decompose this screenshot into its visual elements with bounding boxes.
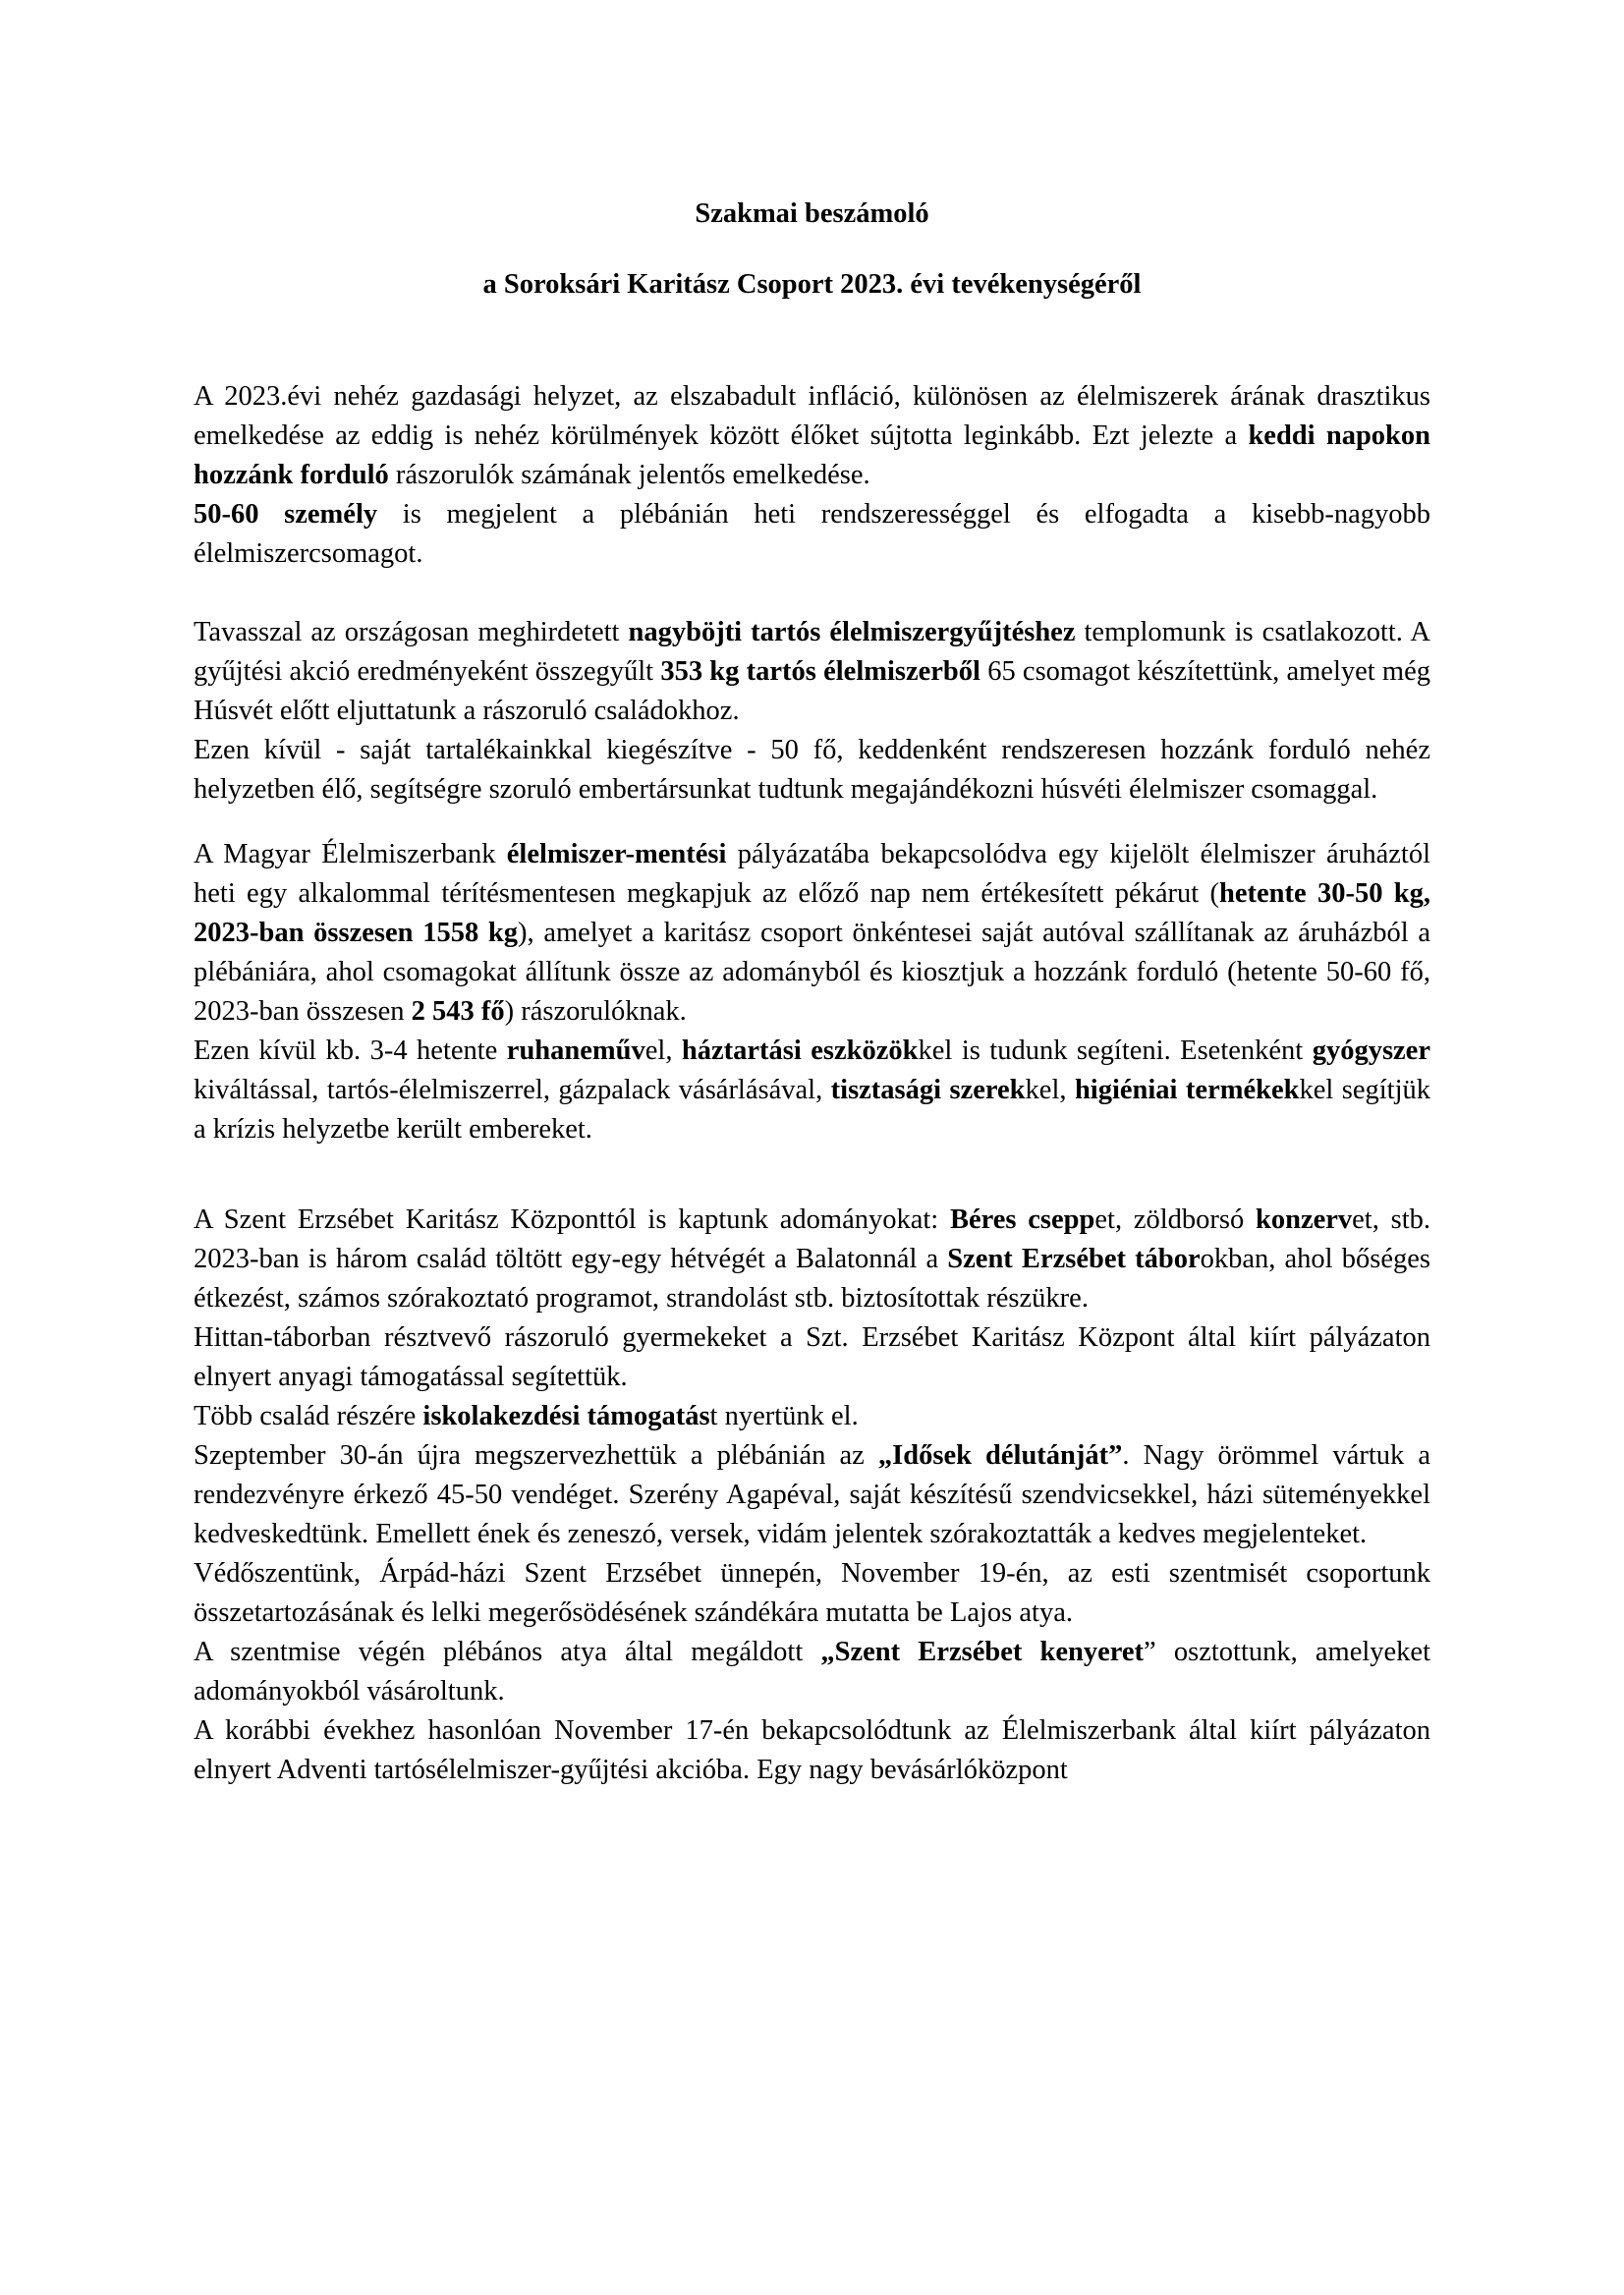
emphasis-text: higiéniai termékek — [1074, 1075, 1300, 1105]
paragraph-13 — [194, 1711, 1430, 1790]
paragraph-12 — [194, 1633, 1430, 1711]
document-title: Szakmai beszámoló — [695, 198, 929, 229]
body-text: A Szent Erzsébet Karitász Központtól is kaptunk adományokat: — [194, 1204, 950, 1235]
emphasis-text: ruhaneműv — [506, 1036, 645, 1066]
body-text: Szeptember 30-án újra megszervezhettük a plébánián az — [194, 1440, 878, 1471]
emphasis-text: Szent Erzsébet tábor — [947, 1244, 1201, 1274]
document-body — [194, 377, 1430, 1790]
emphasis-text: „Idősek délutánját” — [877, 1440, 1123, 1471]
body-text: Hittan-táborban résztvevő rászoruló gyermekeket a Szt. Erzsébet Karitász Központ által kiírt pályázaton elnyert anyagi támogatással segítettük. — [194, 1322, 1430, 1392]
paragraph-10 — [194, 1436, 1430, 1554]
paragraph-5 — [194, 835, 1430, 1032]
body-text: ), amelyet a karitász csoport önkéntesei saját autóval szállítanak az áruházból a plébániára, ahol csomagokat állítunk össze az adományból és kiosztjuk a hozzánk forduló (hetente 50-60 fő, 2023-ban összesen — [194, 918, 1430, 1027]
body-text: kel segítjük a krízis helyzetbe került embereket. — [194, 1075, 1430, 1145]
emphasis-text: hetente 30-50 kg, 2023-ban összesen 1558 kg — [194, 878, 1430, 948]
paragraph-3 — [194, 613, 1430, 731]
body-text: rászorulók számának jelentős emelkedése. — [388, 460, 870, 490]
emphasis-text: 353 kg tartós élelmiszerből — [660, 656, 980, 687]
body-text: kel, — [1025, 1075, 1075, 1105]
body-text: 65 csomagot készítettünk, amelyet még Húsvét előtt eljuttatunk a rászoruló családokhoz. — [194, 656, 1430, 726]
paragraph-1 — [194, 377, 1430, 495]
body-text: t nyertünk el. — [709, 1401, 859, 1431]
body-text: et, zöldborsó — [1094, 1204, 1256, 1235]
paragraph-8 — [194, 1318, 1430, 1397]
emphasis-text: tisztasági szerek — [830, 1075, 1026, 1105]
body-text: templomunk is csatlakozott. A gyűjtési akció eredményeként összegyűlt — [194, 617, 1430, 687]
emphasis-text: nagyböjti tartós élelmiszergyűjtéshez — [628, 617, 1076, 647]
body-text: Ezen kívül kb. 3-4 hetente — [194, 1036, 507, 1066]
paragraph-4 — [194, 731, 1430, 810]
emphasis-text: élelmiszer-mentési — [506, 839, 727, 869]
emphasis-text: Béres csepp — [949, 1204, 1095, 1235]
document-subtitle: a Soroksári Karitász Csoport 2023. évi tevékenységéről — [482, 269, 1142, 300]
body-text: okban, ahol bőséges étkezést, számos szórakoztató programot, strandolást stb. biztosítottak részükre. — [194, 1244, 1430, 1314]
emphasis-text: keddi napokon hozzánk forduló — [194, 420, 1430, 490]
body-text: Több család részére — [194, 1401, 423, 1431]
paragraph-6 — [194, 1032, 1430, 1149]
body-text: Tavasszal az országosan meghirdetett — [194, 617, 629, 647]
body-text: is megjelent a plébánián heti rendszerességgel és elfogadta a kisebb-nagyobb élelmiszercsomagot. — [194, 499, 1430, 569]
body-text: pályázatába bekapcsolódva egy kijelölt élelmiszer áruháztól heti egy alkalommal térítésmentesen megkapjuk az előző nap nem értékesített pékárut ( — [194, 839, 1430, 909]
emphasis-text: 2 543 fő — [411, 996, 505, 1027]
emphasis-text: gyógyszer — [1312, 1036, 1430, 1066]
emphasis-text: háztartási eszközök — [681, 1036, 919, 1066]
body-text: A szentmise végén plébános atya által megáldott — [194, 1637, 821, 1667]
body-text: et, stb. 2023-ban is három család töltött egy-egy hétvégét a Balatonnál a — [194, 1204, 1430, 1274]
paragraph-11 — [194, 1554, 1430, 1633]
body-text: A 2023.évi nehéz gazdasági helyzet, az elszabadult infláció, különösen az élelmiszerek árának drasztikus emelkedése az eddig is nehéz körülmények között élőket sújtotta leginkább. Ezt jelezte a — [194, 381, 1430, 451]
body-text: A Magyar Élelmiszerbank — [194, 839, 507, 869]
body-text: kel is tudunk segíteni. Esetenként — [918, 1036, 1313, 1066]
emphasis-text: iskolakezdési támogatás — [422, 1401, 710, 1431]
body-text: Ezen kívül - saját tartalékainkkal kiegészítve - 50 fő, keddenként rendszeresen hozzánk forduló nehéz helyzetben élő, segítségre szoruló embertársunkat tudtunk megajándékozni húsvéti élelmiszer csomaggal. — [194, 735, 1430, 805]
body-text: kiváltással, tartós-élelmiszerrel, gázpalack vásárlásával, — [194, 1075, 831, 1105]
body-text: el, — [644, 1036, 682, 1066]
paragraph-9 — [194, 1397, 1430, 1436]
emphasis-text: 50-60 személy — [194, 499, 378, 530]
body-text: . Nagy örömmel vártuk a rendezvényre érkező 45-50 vendéget. Szerény Agapéval, saját készítésű szendvicsekkel, házi süteményekkel kedveskedtünk. Emellett ének és zeneszó, versek, vidám jelentek szórakoztatták a kedves megjelenteket. — [194, 1440, 1431, 1549]
paragraph-7 — [194, 1201, 1430, 1318]
body-text: A korábbi évekhez hasonlóan November 17-én bekapcsolódtunk az Élelmiszerbank által kiírt pályázaton elnyert Adventi tartósélelmiszer-gyűjtési akcióba. Egy nagy bevásárlóközpont — [194, 1715, 1430, 1785]
body-text: ” osztottunk, amelyeket adományokból vásároltunk. — [194, 1637, 1430, 1707]
emphasis-text: „Szent Erzsébet kenyeret — [820, 1637, 1145, 1667]
emphasis-text: konzerv — [1256, 1204, 1353, 1235]
paragraph-2 — [194, 495, 1430, 574]
body-text: Védőszentünk, Árpád-házi Szent Erzsébet ünnepén, November 19-én, az esti szentmisét csoportunk összetartozásának és lelki megerősödésének szándékára mutatta be Lajos atya. — [194, 1558, 1430, 1628]
body-text: ) rászorulóknak. — [504, 996, 687, 1027]
